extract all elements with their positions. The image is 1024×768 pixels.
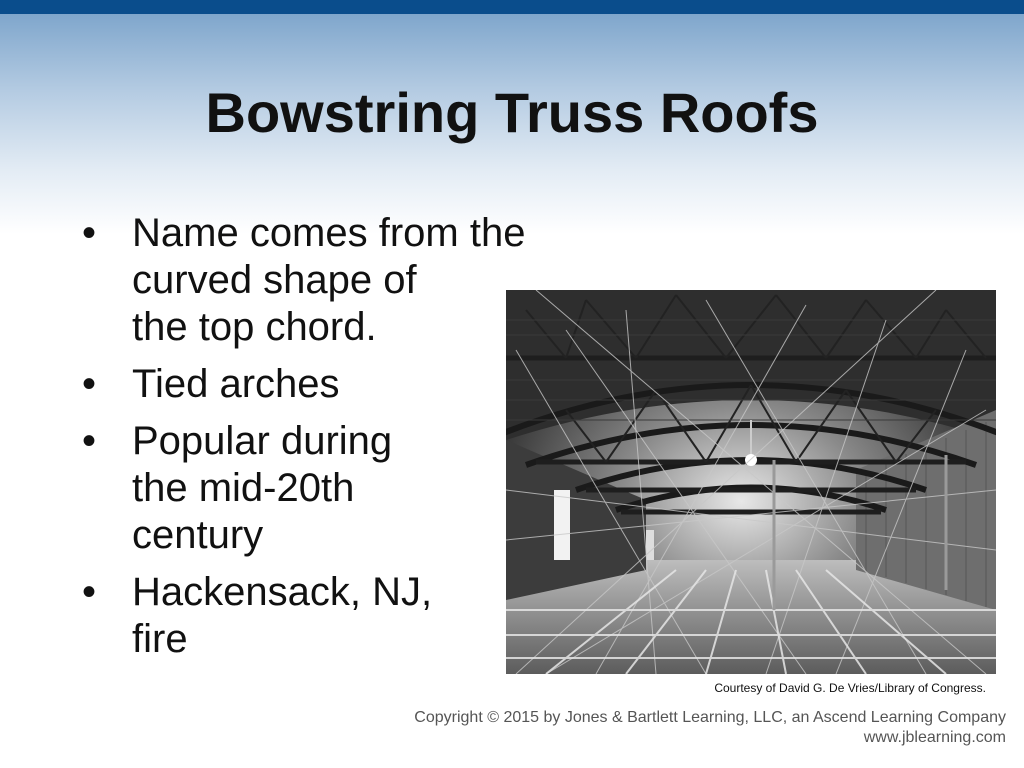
bullet-dot: • (82, 419, 97, 463)
bullet-text: Tied arches (132, 362, 340, 406)
slide-title: Bowstring Truss Roofs (205, 81, 819, 144)
photo-caption: Courtesy of David G. De Vries/Library of Congress. (714, 681, 986, 695)
bullet-dot: • (82, 570, 97, 614)
bullet-text: Name comes from the curved shape of the top chord. (132, 211, 526, 349)
truss-roof-illustration (506, 290, 996, 674)
bullet-text: Hackensack, NJ, fire (132, 570, 433, 661)
top-accent-bar (0, 0, 1024, 14)
copyright-line: Copyright © 2015 by Jones & Bartlett Learning, LLC, an Ascend Learning Company (414, 709, 1006, 726)
bullet-dot: • (82, 362, 97, 406)
publisher-url: www.jblearning.com (863, 729, 1006, 746)
bullet-text: Popular during the mid-20th century (132, 419, 393, 557)
bullet-dot: • (82, 211, 97, 255)
copyright-notice (414, 708, 1006, 748)
truss-roof-photo (506, 290, 996, 674)
